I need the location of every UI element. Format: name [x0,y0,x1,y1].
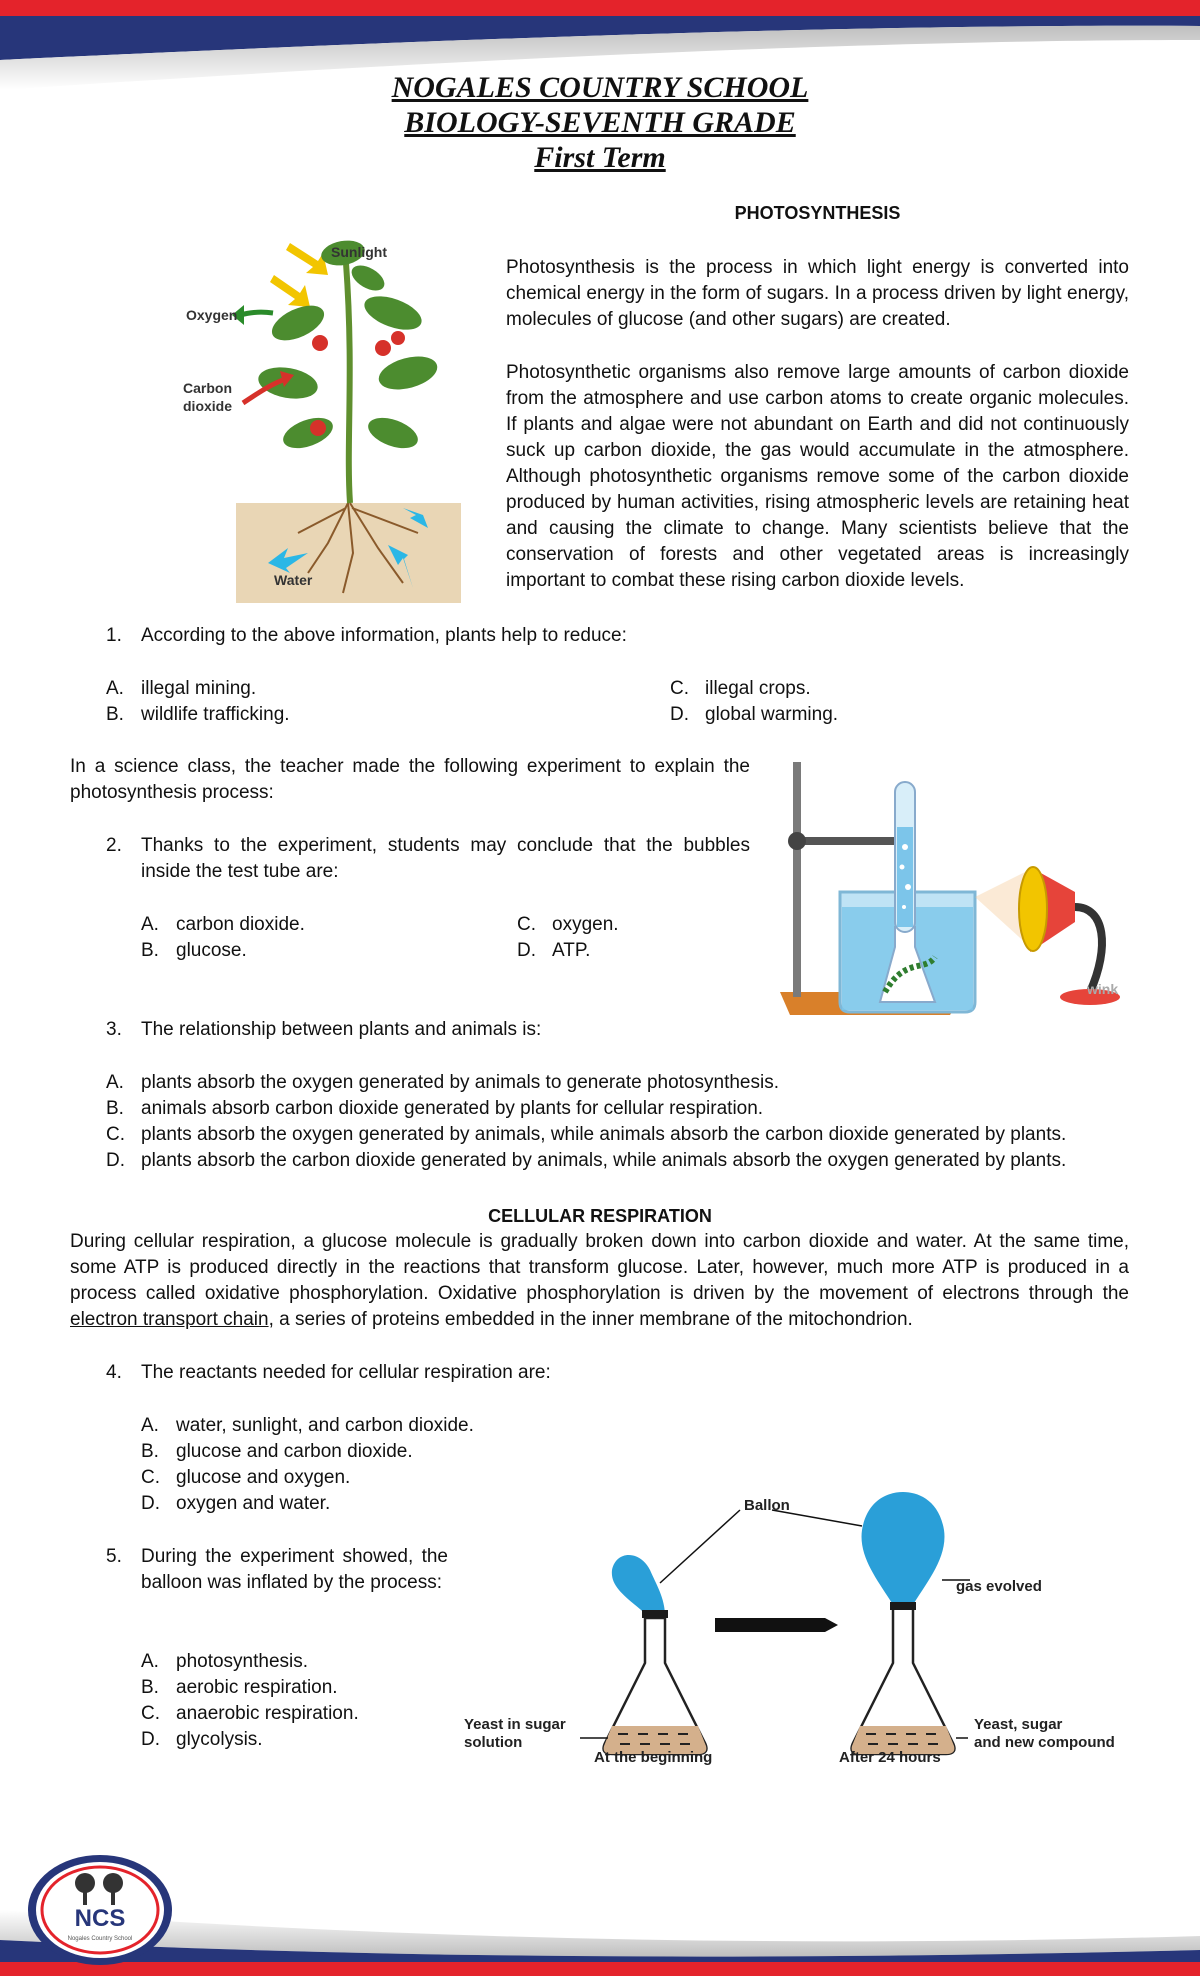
option-text: carbon dioxide. [176,914,305,935]
school-name: NOGALES COUNTRY SCHOOL [391,71,809,104]
question-number: 3. [106,1019,122,1040]
option-text: glycolysis. [176,1729,263,1750]
option-text: oxygen and water. [176,1493,331,1514]
lamp-neck [1075,907,1102,992]
cellular-respiration-paragraph [70,1229,1129,1333]
option-text: glucose. [176,940,247,961]
sunlight-label: Sunlight [331,244,387,260]
q1-option-c[interactable] [670,676,811,702]
sun-icon [178,203,298,323]
option-text: aerobic respiration. [176,1677,338,1698]
yeast-balloon-figure [460,1488,1140,1773]
option-letter: D. [670,704,689,725]
option-text: ATP. [552,940,591,961]
watermark: wink [1087,981,1119,997]
term-title: First Term [534,141,666,174]
option-letter: B. [141,1677,159,1698]
q1-option-a[interactable] [106,676,256,702]
question-number: 1. [106,625,122,646]
option-text: illegal mining. [141,678,257,699]
photosynthesis-heading: PHOTOSYNTHESIS [734,203,901,223]
carbon-label: Carbon [183,380,232,396]
option-letter: C. [141,1703,160,1724]
option-letter: A. [141,1415,159,1436]
question-3 [106,1017,1126,1043]
option-text: plants absorb the oxygen generated by animals, while animals absorb the carbon dioxide generated by plants. [141,1124,1067,1145]
lamp-bulb [1019,867,1047,951]
option-letter: B. [141,1441,159,1462]
photosynthesis-experiment-figure [775,757,1135,1017]
option-letter: C. [670,678,689,699]
question-number: 2. [106,835,122,856]
option-letter: C. [517,914,536,935]
q3-option-d[interactable] [106,1148,1066,1174]
transition-arrow [715,1618,838,1632]
oxygen-arrow-icon [240,312,273,315]
question-text: During the experiment showed, the balloon was inflated by the process: [141,1546,448,1593]
option-letter: D. [141,1493,160,1514]
question-number: 4. [106,1362,122,1383]
q4-option-c[interactable] [141,1465,350,1491]
option-text: glucose and oxygen. [176,1467,351,1488]
balloon-deflated [612,1555,665,1616]
option-text: plants absorb the carbon dioxide generated by animals, while animals absorb the oxygen generated by plants. [141,1150,1067,1171]
logo-text: NCS [74,1905,126,1932]
q5-option-a[interactable] [141,1649,308,1675]
cellular-respiration-heading: CELLULAR RESPIRATION [488,1206,712,1226]
q2-option-b[interactable] [141,938,247,964]
water-label: Water [274,572,313,588]
option-text: water, sunlight, and carbon dioxide. [176,1415,474,1436]
option-letter: A. [106,1072,124,1093]
question-5 [106,1544,448,1596]
q4-option-a[interactable] [141,1413,474,1439]
option-letter: A. [141,914,159,935]
q3-option-c[interactable] [106,1122,1066,1148]
solution-label: solution [464,1734,523,1751]
option-letter: D. [106,1150,125,1171]
option-text: photosynthesis. [176,1651,309,1672]
q3-option-b[interactable] [106,1096,763,1122]
gas-evolved-label: gas evolved [956,1578,1042,1595]
q4-option-b[interactable] [141,1439,413,1465]
option-text: animals absorb carbon dioxide generated by plants for cellular respiration. [141,1098,764,1119]
question-text: According to the above information, plants help to reduce: [141,625,627,646]
q2-option-a[interactable] [141,912,305,938]
question-2 [106,833,750,885]
balloon-inflated [862,1492,945,1608]
option-text: plants absorb the oxygen generated by animals to generate photosynthesis. [141,1072,779,1093]
oxygen-label: Oxygen [186,307,238,323]
q4-option-d[interactable] [141,1491,330,1517]
at-beginning-label: At the beginning [594,1749,713,1766]
logo-caption: Nogales Country School [67,1936,133,1942]
option-text: glucose and carbon dioxide. [176,1441,413,1462]
option-text: global warming. [705,704,839,725]
photosynthesis-plant-figure [178,203,483,603]
footer-decor-band [0,1870,1200,1976]
yeast-in-sugar-label: Yeast in sugar [464,1716,566,1733]
paragraph-text: , a series of proteins embedded in the inner membrane of the mitochondrion. [268,1309,913,1330]
electron-transport-chain-link[interactable]: electron transport chain [70,1309,269,1330]
question-text: The relationship between plants and animals is: [141,1019,542,1040]
option-letter: C. [141,1467,160,1488]
q1-option-b[interactable] [106,702,290,728]
option-text: wildlife trafficking. [141,704,290,725]
question-text: The reactants needed for cellular respiration are: [141,1362,551,1383]
q2-option-d[interactable] [517,938,590,964]
paragraph-text: During cellular respiration, a glucose molecule is gradually broken down into carbon dioxide and water. At the same time, some ATP is produced directly in the reactions that transform glucose. Later, however, much more ATP is produced in a process called oxidative phosphorylation. Oxidative phosphorylation is driven by the movement of electrons through the [70,1231,1129,1304]
question-1 [106,623,1126,649]
q1-option-d[interactable] [670,702,838,728]
option-text: illegal crops. [705,678,811,699]
option-letter: D. [517,940,536,961]
yeast-sugar-label: Yeast, sugar [974,1716,1063,1733]
stand-rod [793,762,801,997]
photosynthesis-paragraph-2: Photosynthetic organisms also remove large amounts of carbon dioxide from the atmosphere and use carbon atoms to create organic molecules. If plants and algae were not abundant on Earth and did not continuously suck up carbon dioxide, the gas would accumulate in the atmosphere. Although photosynthetic organisms remove some of the carbon dioxide produced by human activities, rising atmospheric levels are retaining heat and causing the climate to change. Many scientists believe that the conservation of forests and other vegetated areas is increasingly important to combat these rising carbon dioxide levels. [506,362,1129,591]
option-text: anaerobic respiration. [176,1703,359,1724]
option-letter: A. [141,1651,159,1672]
ballon-label: Ballon [744,1497,790,1514]
course-title: BIOLOGY-SEVENTH GRADE [404,106,796,139]
question-number: 5. [106,1546,122,1567]
q2-option-c[interactable] [517,912,619,938]
q3-option-a[interactable] [106,1070,779,1096]
after-24-hours-label: After 24 hours [839,1749,941,1766]
dioxide-label: dioxide [183,398,233,414]
option-letter: D. [141,1729,160,1750]
option-letter: C. [106,1124,125,1145]
school-logo [25,1853,175,1968]
plant-stem [346,263,350,503]
option-letter: B. [141,940,159,961]
question-4 [106,1360,1126,1386]
option-letter: A. [106,678,124,699]
photosynthesis-paragraph-1: Photosynthesis is the process in which light energy is converted into chemical energy in the form of sugars. In a process driven by light energy, molecules of glucose (and other sugars) are created. [506,257,1129,330]
option-letter: B. [106,704,124,725]
q5-option-d[interactable] [141,1727,263,1753]
question-text: Thanks to the experiment, students may conclude that the bubbles inside the test tube are: [141,835,750,882]
option-letter: B. [106,1098,124,1119]
q5-option-c[interactable] [141,1701,359,1727]
new-compound-label: and new compound [974,1734,1115,1751]
q5-option-b[interactable] [141,1675,338,1701]
experiment-intro: In a science class, the teacher made the following experiment to explain the photosynthesis process: [70,756,750,803]
option-text: oxygen. [552,914,619,935]
